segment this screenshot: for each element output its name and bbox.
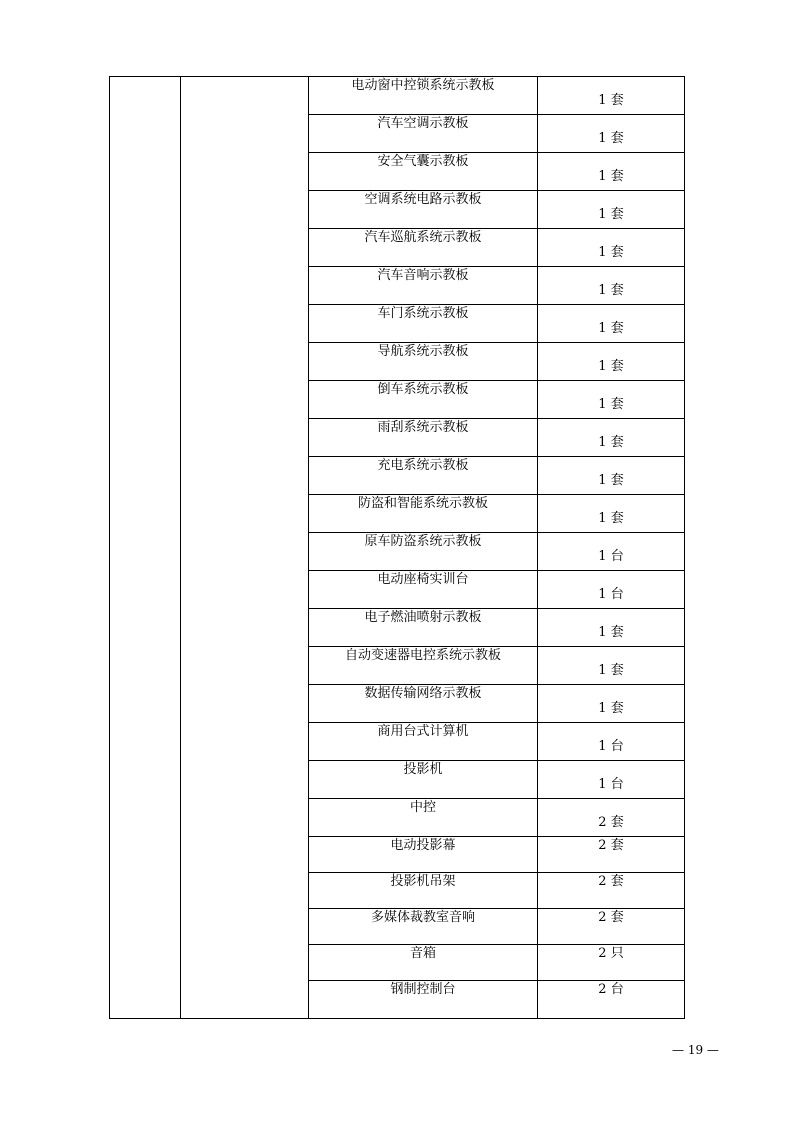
table-row-rule bbox=[308, 570, 685, 571]
equipment-name-cell: 电动窗中控锁系统示教板 bbox=[351, 78, 495, 93]
equipment-qty-cell: 1 台 bbox=[598, 777, 624, 792]
equipment-qty-cell: 2 套 bbox=[598, 815, 624, 830]
equipment-name-cell: 多媒体裁教室音响 bbox=[370, 910, 475, 925]
table-vertical-rule bbox=[180, 76, 181, 1019]
equipment-name-cell: 电动投影幕 bbox=[390, 838, 456, 853]
table-row-rule bbox=[308, 380, 685, 381]
equipment-qty-cell: 1 套 bbox=[598, 435, 624, 450]
equipment-name-cell: 音箱 bbox=[409, 946, 436, 961]
equipment-table bbox=[109, 76, 685, 1019]
equipment-name-cell: 雨刮系统示教板 bbox=[377, 420, 469, 435]
equipment-qty-cell: 2 套 bbox=[598, 874, 624, 889]
equipment-qty-cell: 2 套 bbox=[598, 838, 624, 853]
equipment-qty-cell: 1 台 bbox=[598, 549, 624, 564]
equipment-name-cell: 导航系统示教板 bbox=[377, 344, 469, 359]
table-border bbox=[109, 1018, 685, 1019]
table-vertical-rule bbox=[109, 76, 110, 1019]
table-row-rule bbox=[308, 944, 685, 945]
table-row-rule bbox=[308, 304, 685, 305]
equipment-qty-cell: 1 套 bbox=[598, 245, 624, 260]
equipment-qty-cell: 1 套 bbox=[598, 131, 624, 146]
equipment-qty-cell: 1 套 bbox=[598, 701, 624, 716]
equipment-name-cell: 电子燃油喷射示教板 bbox=[364, 610, 482, 625]
equipment-name-cell: 车门系统示教板 bbox=[377, 306, 469, 321]
table-row-rule bbox=[308, 608, 685, 609]
equipment-name-cell: 自动变速器电控系统示教板 bbox=[344, 648, 501, 663]
table-row-rule bbox=[308, 532, 685, 533]
table-row-rule bbox=[308, 342, 685, 343]
equipment-qty-cell: 1 套 bbox=[598, 625, 624, 640]
equipment-qty-cell: 2 台 bbox=[598, 982, 624, 997]
table-row-rule bbox=[308, 872, 685, 873]
equipment-name-cell: 电动座椅实训台 bbox=[377, 572, 469, 587]
equipment-name-cell: 充电系统示教板 bbox=[377, 458, 469, 473]
equipment-qty-cell: 1 套 bbox=[598, 511, 624, 526]
equipment-qty-cell: 1 套 bbox=[598, 169, 624, 184]
table-row-rule bbox=[308, 684, 685, 685]
equipment-qty-cell: 2 套 bbox=[598, 910, 624, 925]
equipment-name-cell: 投影机吊架 bbox=[390, 874, 456, 889]
table-row-rule bbox=[308, 266, 685, 267]
equipment-name-cell: 商用台式计算机 bbox=[377, 724, 469, 739]
equipment-qty-cell: 1 套 bbox=[598, 473, 624, 488]
equipment-name-cell: 安全气囊示教板 bbox=[377, 154, 469, 169]
equipment-qty-cell: 2 只 bbox=[598, 946, 624, 961]
equipment-name-cell: 数据传输网络示教板 bbox=[364, 686, 482, 701]
equipment-qty-cell: 1 套 bbox=[598, 663, 624, 678]
table-row-rule bbox=[308, 760, 685, 761]
page-number: — 19 — bbox=[672, 1043, 719, 1057]
table-row-rule bbox=[308, 418, 685, 419]
table-row-rule bbox=[308, 152, 685, 153]
equipment-name-cell: 原车防盗系统示教板 bbox=[364, 534, 482, 549]
equipment-qty-cell: 1 套 bbox=[598, 397, 624, 412]
table-row-rule bbox=[308, 114, 685, 115]
table-row-rule bbox=[308, 190, 685, 191]
equipment-qty-cell: 1 台 bbox=[598, 587, 624, 602]
equipment-name-cell: 投影机 bbox=[403, 762, 443, 777]
table-row-rule bbox=[308, 722, 685, 723]
table-row-rule bbox=[308, 980, 685, 981]
table-row-rule bbox=[308, 646, 685, 647]
equipment-name-cell: 汽车空调示教板 bbox=[377, 116, 469, 131]
table-row-rule bbox=[308, 456, 685, 457]
equipment-name-cell: 中控 bbox=[409, 800, 436, 815]
table-row-rule bbox=[308, 908, 685, 909]
equipment-qty-cell: 1 台 bbox=[598, 739, 624, 754]
table-row-rule bbox=[308, 228, 685, 229]
equipment-qty-cell: 1 套 bbox=[598, 321, 624, 336]
equipment-name-cell: 倒车系统示教板 bbox=[377, 382, 469, 397]
equipment-name-cell: 汽车巡航系统示教板 bbox=[364, 230, 482, 245]
equipment-qty-cell: 1 套 bbox=[598, 359, 624, 374]
equipment-name-cell: 空调系统电路示教板 bbox=[364, 192, 482, 207]
equipment-name-cell: 汽车音响示教板 bbox=[377, 268, 469, 283]
table-row-rule bbox=[308, 798, 685, 799]
equipment-qty-cell: 1 套 bbox=[598, 283, 624, 298]
table-vertical-rule bbox=[684, 76, 685, 1019]
equipment-qty-cell: 1 套 bbox=[598, 207, 624, 222]
equipment-name-cell: 防盗和智能系统示教板 bbox=[357, 496, 488, 511]
table-row-rule bbox=[308, 494, 685, 495]
table-row-rule bbox=[308, 836, 685, 837]
equipment-qty-cell: 1 套 bbox=[598, 93, 624, 108]
table-border bbox=[109, 76, 685, 77]
equipment-name-cell: 钢制控制台 bbox=[390, 982, 456, 997]
